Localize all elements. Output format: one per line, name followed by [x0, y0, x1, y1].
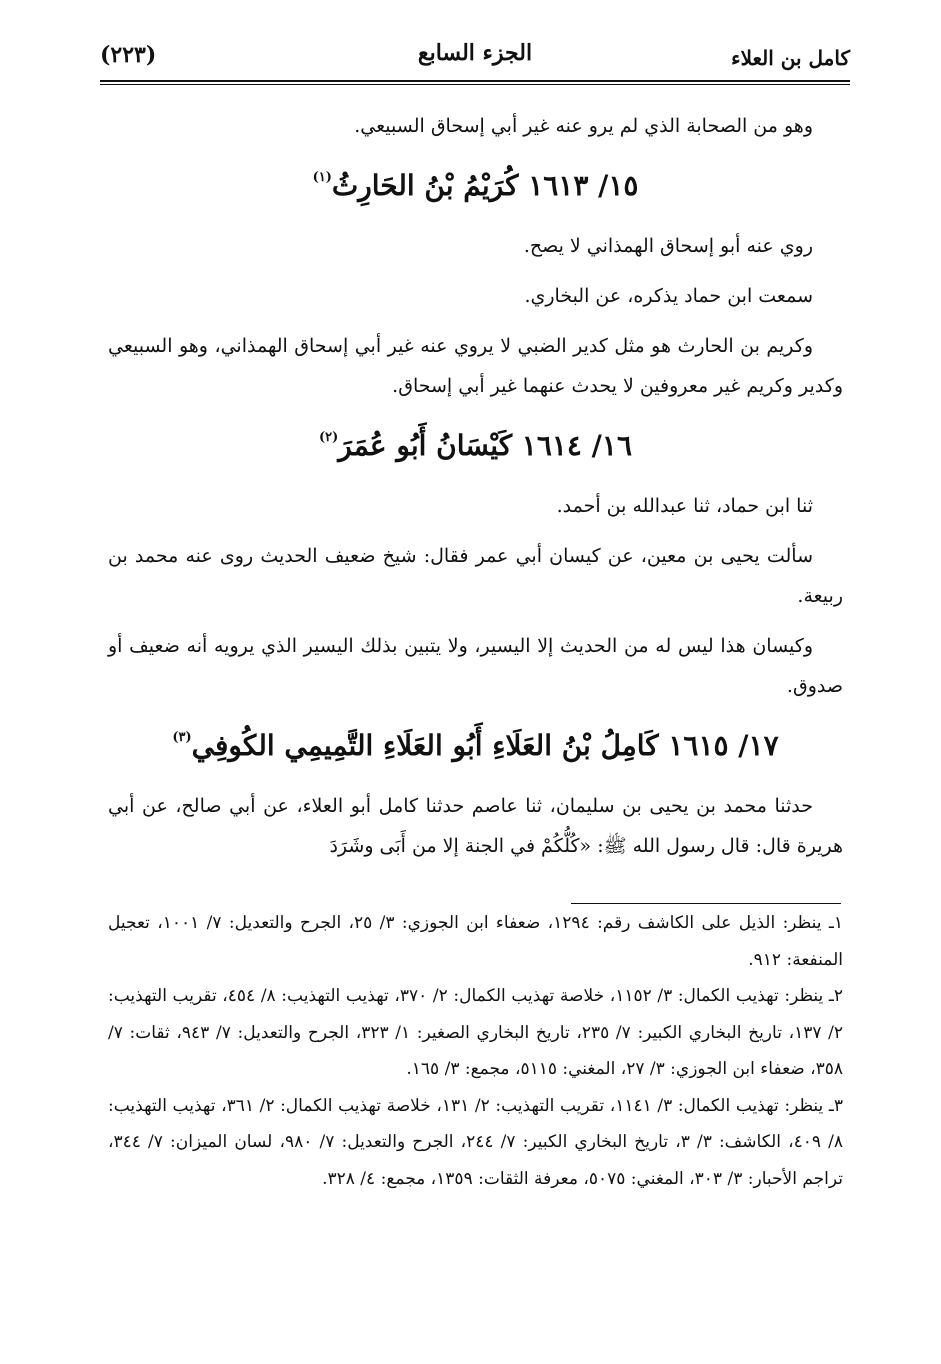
footnote-rule — [571, 903, 841, 904]
book-title: كامل بن العلاء — [731, 46, 850, 70]
entry-title: ١٧/ ١٦١٥ كَامِلُ بْنُ العَلَاءِ أَبُو العَلَاءِ التَّمِيمِي الكُوفِي — [191, 729, 779, 762]
footnote-ref: (١) — [312, 170, 332, 185]
part-title: الجزء السابع — [417, 40, 533, 66]
paragraph: ثنا ابن حماد، ثنا عبدالله بن أحمد. — [556, 495, 813, 517]
footnote: ٣ـ ينظر: تهذيب الكمال: ٣/ ١١٤١، تقريب التهذيب: ٢/ ١٣١، خلاصة تهذيب الكمال: ٢/ ٣٦١، تهذيب التهذيب: ٨/ ٤٠٩، الكاشف: ٣/ ٣، تاريخ البخاري الكبير: ٧/ ٢٤٤، الجرح والتعديل: ٧/ ٩٨٠، لسان الميزان: ٧/ ٣٤٤، تراجم الأحبار: ٣/ ٣٠٣، المغني: ٥٠٧٥، معرفة الثقات: ١٣٥٩، مجمع: ٤/ ٣٢٨. — [108, 1095, 843, 1189]
paragraph: سألت يحيى بن معين، عن كيسان أبي عمر فقال: شيخ ضعيف الحديث روى عنه محمد بن ربيعة. — [108, 545, 843, 607]
header-rule — [100, 80, 850, 85]
footnote-ref: (٢) — [319, 430, 339, 445]
paragraph: حدثنا محمد بن يحيى بن سليمان، ثنا عاصم حدثنا كامل أبو العلاء، عن أبي صالح، عن أبي هريرة قال: قال رسول الله ﷺ: «كُلُّكُمْ في الجنة إلا من أَبَى وشَرَدَ — [108, 795, 843, 857]
paragraph: سمعت ابن حماد يذكره، عن البخاري. — [524, 285, 813, 307]
page-number: (٢٢٣) — [100, 42, 157, 68]
footnote-ref: (٣) — [172, 730, 192, 745]
paragraph: وكريم بن الحارث هو مثل كدير الضبي لا يروي عنه غير أبي إسحاق الهمذاني، وهو السبيعي وكدير وكريم غير معروفين لا يحدث عنهما غير أبي إسحاق. — [108, 335, 843, 397]
footnote: ١ـ ينظر: الذيل على الكاشف رقم: ١٢٩٤، ضعفاء ابن الجوزي: ٣/ ٢٥، الجرح والتعديل: ٧/ ١٠٠١، تعجيل المنفعة: ٩١٢. — [108, 913, 843, 970]
footnote: ٢ـ ينظر: تهذيب الكمال: ٣/ ١١٥٢، خلاصة تهذيب الكمال: ٢/ ٣٧٠، تهذيب التهذيب: ٨/ ٤٥٤، تقريب التهذيب: ٢/ ١٣٧، تاريخ البخاري الكبير: ٧/ ٢٣٥، تاريخ البخاري الصغير: ١/ ٣٢٣، الجرح والتعديل: ٧/ ٩٤٣، ثقات: ٧/ ٣٥٨، ضعفاء ابن الجوزي: ٣/ ٢٧، المغني: ٥١١٥، مجمع: ٣/ ١٦٥. — [108, 986, 844, 1079]
paragraph: وهو من الصحابة الذي لم يرو عنه غير أبي إسحاق السبيعي. — [354, 115, 813, 137]
main-text — [108, 106, 843, 876]
entry-title: ١٦/ ١٦١٤ كَيْسَانُ أَبُو عُمَرَ — [338, 429, 632, 462]
entry-heading — [108, 416, 843, 468]
entry-heading — [108, 156, 843, 208]
entry-heading — [108, 716, 843, 768]
paragraph: روي عنه أبو إسحاق الهمذاني لا يصح. — [523, 235, 813, 257]
entry-title: ١٥/ ١٦١٣ كُرَيْمُ بْنُ الحَارِثُ — [331, 169, 639, 202]
paragraph: وكيسان هذا ليس له من الحديث إلا اليسير، ولا يتبين بذلك اليسير الذي يرويه أنه ضعيف أو صدوق. — [108, 635, 843, 697]
running-header — [100, 40, 850, 76]
footnotes — [108, 905, 843, 1197]
